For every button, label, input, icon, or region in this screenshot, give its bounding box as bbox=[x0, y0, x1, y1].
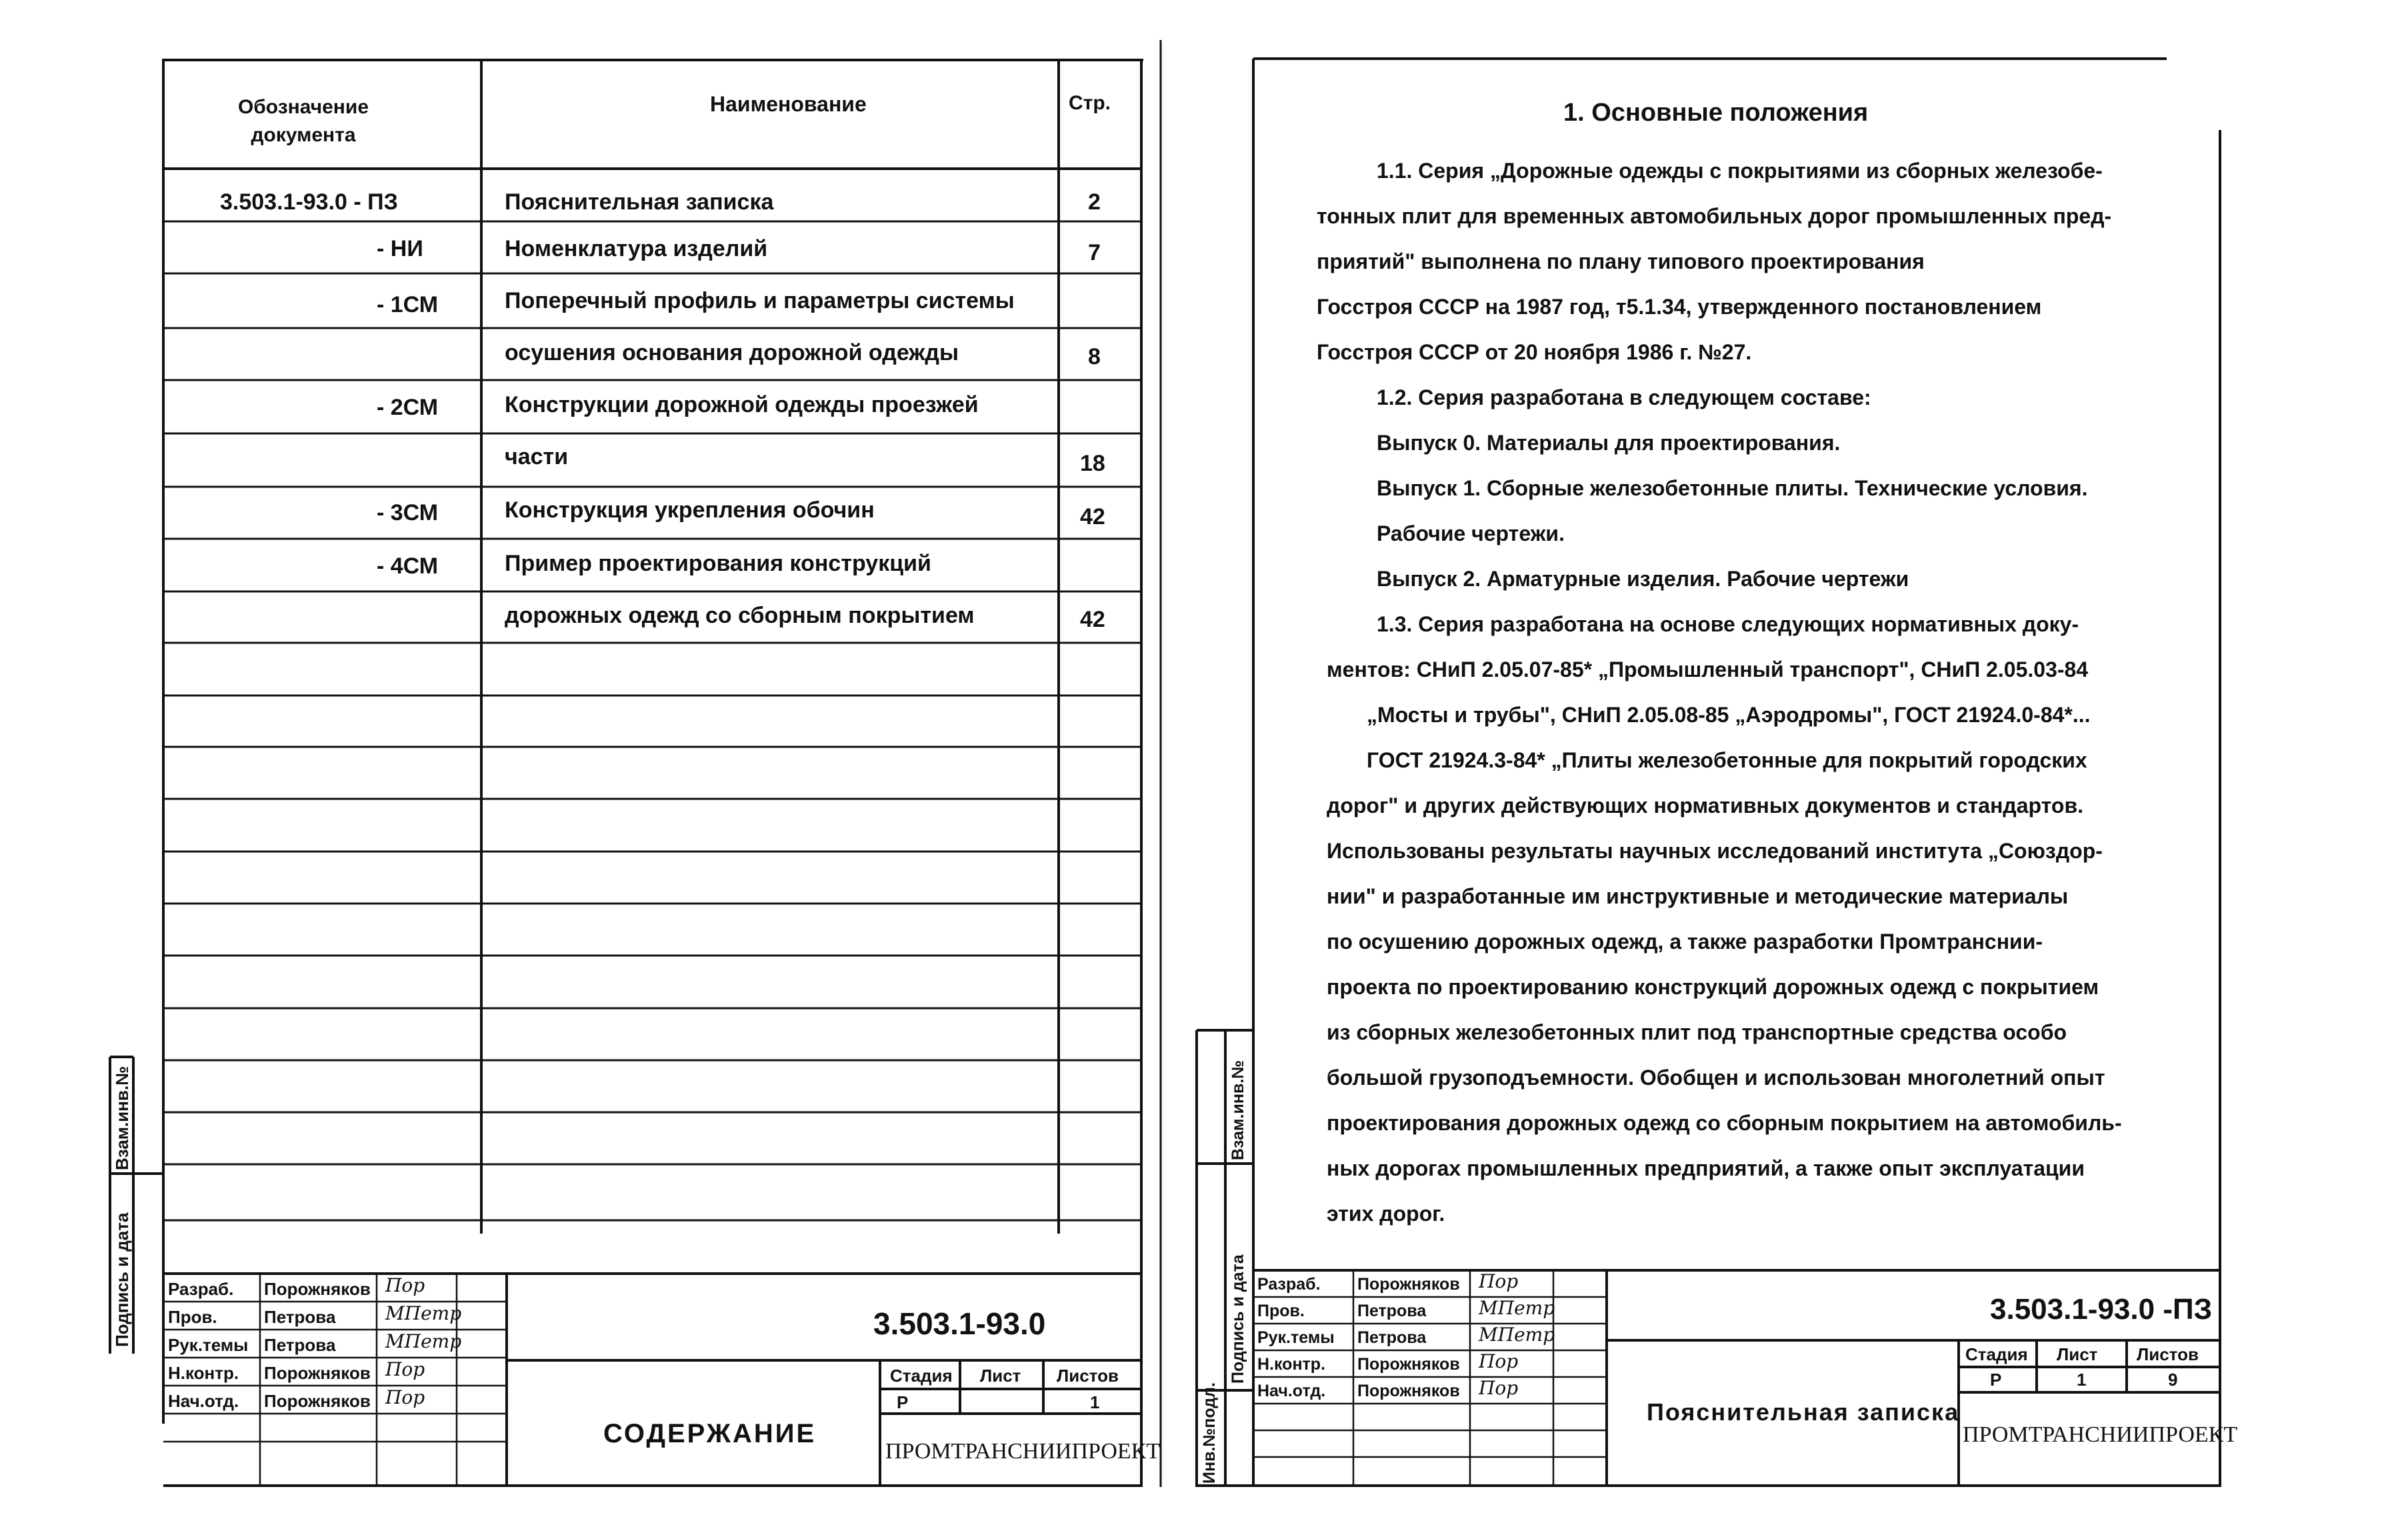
sheet-value: 1 bbox=[2077, 1370, 2087, 1390]
body-line: по осушению дорожных одежд, а также разработки Промтранснии- bbox=[1327, 930, 2043, 954]
stamp-role: Пров. bbox=[168, 1307, 217, 1327]
body-line: 1.1. Серия „Дорожные одежды с покрытиями из сборных железобе- bbox=[1377, 159, 2103, 183]
body-line: ментов: СНиП 2.05.07-85* „Промышленный транспорт", СНиП 2.05.03-84 bbox=[1327, 657, 2089, 681]
sheet-title: СОДЕРЖАНИЕ bbox=[603, 1419, 817, 1448]
stamp-role: Нач.отд. bbox=[168, 1391, 239, 1411]
stage-value: Р bbox=[1990, 1370, 2002, 1390]
sheets-value: 1 bbox=[1090, 1392, 1100, 1412]
stamp-person: Порожняков bbox=[264, 1391, 371, 1411]
signature: МПетр bbox=[385, 1330, 462, 1352]
body-line: 1.3. Серия разработана на основе следующих нормативных доку- bbox=[1377, 612, 2079, 636]
body-line: проекта по проектированию конструкций дорожных одежд с покрытием bbox=[1327, 975, 2099, 999]
header-name: Наименование bbox=[710, 92, 867, 116]
signature: Пор bbox=[385, 1274, 425, 1296]
row-designation: 3.503.1-93.0 - ПЗ bbox=[220, 189, 398, 215]
row-name: Пример проектирования конструкций bbox=[505, 551, 931, 576]
body-line: Госстроя СССР на 1987 год, т5.1.34, утвержденного постановлением bbox=[1317, 295, 2042, 319]
signature: Пор bbox=[1479, 1350, 1519, 1372]
body-line: из сборных железобетонных плит под транспортные средства особо bbox=[1327, 1020, 2067, 1044]
stamp-person: Петрова bbox=[1357, 1328, 1427, 1347]
header-designation: Обозначение документа bbox=[237, 96, 369, 146]
stage-value: Р bbox=[897, 1392, 909, 1412]
row-name: части bbox=[505, 444, 569, 469]
stamp-role: Рук.темы bbox=[168, 1335, 249, 1355]
body-line: Использованы результаты научных исследований института „Союздор- bbox=[1327, 839, 2103, 863]
signature: Пор bbox=[1479, 1270, 1519, 1292]
stamp-person: Петрова bbox=[1357, 1302, 1427, 1320]
row-name: Конструкция укрепления обочин bbox=[505, 497, 875, 523]
body-line: Выпуск 2. Арматурные изделия. Рабочие чертежи bbox=[1377, 567, 1909, 591]
organization-name: ПРОМТРАНСНИИПРОЕКТ bbox=[1963, 1422, 2238, 1447]
row-name: Номенклатура изделий bbox=[505, 236, 768, 261]
stamp-role: Рук.темы bbox=[1257, 1328, 1335, 1347]
row-designation: - 4СМ bbox=[377, 553, 439, 579]
row-name: Конструкции дорожной одежды проезжей bbox=[505, 392, 979, 417]
stamp-person: Порожняков bbox=[1357, 1382, 1460, 1400]
body-line: проектирования дорожных одежд со сборным покрытием на автомобиль- bbox=[1327, 1111, 2122, 1135]
side-inv-replace: Взам.инв.№ bbox=[1229, 1060, 1247, 1160]
row-page: 42 bbox=[1080, 504, 1105, 529]
document-code: 3.503.1-93.0 bbox=[873, 1306, 1046, 1341]
row-page: 7 bbox=[1088, 240, 1101, 265]
body-line: большой грузоподъемности. Обобщен и использован многолетний опыт bbox=[1327, 1066, 2105, 1090]
body-line: 1.2. Серия разработана в следующем составе: bbox=[1377, 385, 1871, 409]
signature: МПетр bbox=[1479, 1324, 1555, 1346]
stamp-role: Нач.отд. bbox=[1257, 1382, 1326, 1400]
sheets-label: Листов bbox=[1057, 1366, 1119, 1386]
body-line: Выпуск 1. Сборные железобетонные плиты. Технические условия. bbox=[1377, 476, 2088, 500]
body-line: ных дорогах промышленных предприятий, а также опыт эксплуатации bbox=[1327, 1156, 2085, 1180]
row-page: 18 bbox=[1080, 451, 1105, 476]
stamp-role: Разраб. bbox=[168, 1279, 234, 1299]
row-page: 2 bbox=[1088, 189, 1101, 215]
side-sign-date: Подпись и дата bbox=[1229, 1254, 1247, 1384]
stamp-role: Н.контр. bbox=[168, 1363, 239, 1383]
row-name: Поперечный профиль и параметры системы bbox=[505, 288, 1015, 313]
section-heading: 1. Основные положения bbox=[1563, 99, 1869, 127]
body-line: этих дорог. bbox=[1327, 1202, 1445, 1226]
body-line: Рабочие чертежи. bbox=[1377, 521, 1565, 545]
stage-label: Стадия bbox=[1965, 1344, 2028, 1364]
stamp-person: Петрова bbox=[264, 1335, 336, 1355]
body-line: Госстроя СССР от 20 ноября 1986 г. №27. bbox=[1317, 340, 1752, 364]
stamp-person: Порожняков bbox=[264, 1279, 371, 1299]
side-sign-date: Подпись и дата bbox=[112, 1212, 132, 1347]
signature: Пор bbox=[385, 1386, 425, 1408]
row-designation: - 1СМ bbox=[377, 292, 439, 317]
document-code: 3.503.1-93.0 -ПЗ bbox=[1990, 1293, 2213, 1326]
signature: Пор bbox=[385, 1358, 425, 1380]
row-name: осушения основания дорожной одежды bbox=[505, 340, 959, 365]
sheet-label: Лист bbox=[2057, 1344, 2098, 1364]
sheet-title: Пояснительная записка bbox=[1647, 1398, 1960, 1426]
stamp-person: Порожняков bbox=[1357, 1355, 1460, 1374]
sheets-value: 9 bbox=[2168, 1370, 2178, 1390]
side-inv-orig: Инв.№подл. bbox=[1200, 1382, 1219, 1484]
stamp-person: Порожняков bbox=[1357, 1275, 1460, 1294]
sheets-label: Листов bbox=[2137, 1344, 2199, 1364]
header-page: Стр. bbox=[1069, 92, 1111, 114]
signature: МПетр bbox=[1479, 1297, 1555, 1319]
body-line: приятий" выполнена по плану типового проектирования bbox=[1317, 249, 1925, 273]
stamp-role: Н.контр. bbox=[1257, 1355, 1326, 1374]
body-line: „Мосты и трубы", СНиП 2.05.08-85 „Аэродромы", ГОСТ 21924.0-84*... bbox=[1367, 703, 2091, 727]
body-line: Выпуск 0. Материалы для проектирования. bbox=[1377, 431, 1841, 455]
row-page: 8 bbox=[1088, 344, 1101, 369]
row-designation: - 3СМ bbox=[377, 500, 439, 525]
signature: МПетр bbox=[385, 1302, 462, 1324]
stamp-person: Порожняков bbox=[264, 1363, 371, 1383]
row-name: дорожных одежд со сборным покрытием bbox=[505, 603, 975, 628]
stamp-role: Пров. bbox=[1257, 1302, 1305, 1320]
row-designation: - 2СМ bbox=[377, 395, 439, 420]
body-line: ГОСТ 21924.3-84* „Плиты железобетонные для покрытий городских bbox=[1367, 748, 2087, 772]
row-designation: - НИ bbox=[377, 236, 423, 261]
row-page: 42 bbox=[1080, 607, 1105, 632]
sheet-label: Лист bbox=[980, 1366, 1021, 1386]
body-line: нии" и разработанные им инструктивные и методические материалы bbox=[1327, 884, 2069, 908]
organization-name: ПРОМТРАНСНИИПРОЕКТ bbox=[885, 1439, 1161, 1464]
body-line: тонных плит для временных автомобильных дорог промышленных пред- bbox=[1317, 204, 2112, 228]
side-inv-replace: Взам.инв.№ bbox=[112, 1066, 132, 1170]
row-name: Пояснительная записка bbox=[505, 189, 774, 215]
stamp-role: Разраб. bbox=[1257, 1275, 1321, 1294]
stage-label: Стадия bbox=[890, 1366, 953, 1386]
signature: Пор bbox=[1479, 1377, 1519, 1399]
body-line: дорог" и других действующих нормативных документов и стандартов. bbox=[1327, 794, 2083, 818]
stamp-person: Петрова bbox=[264, 1307, 336, 1327]
